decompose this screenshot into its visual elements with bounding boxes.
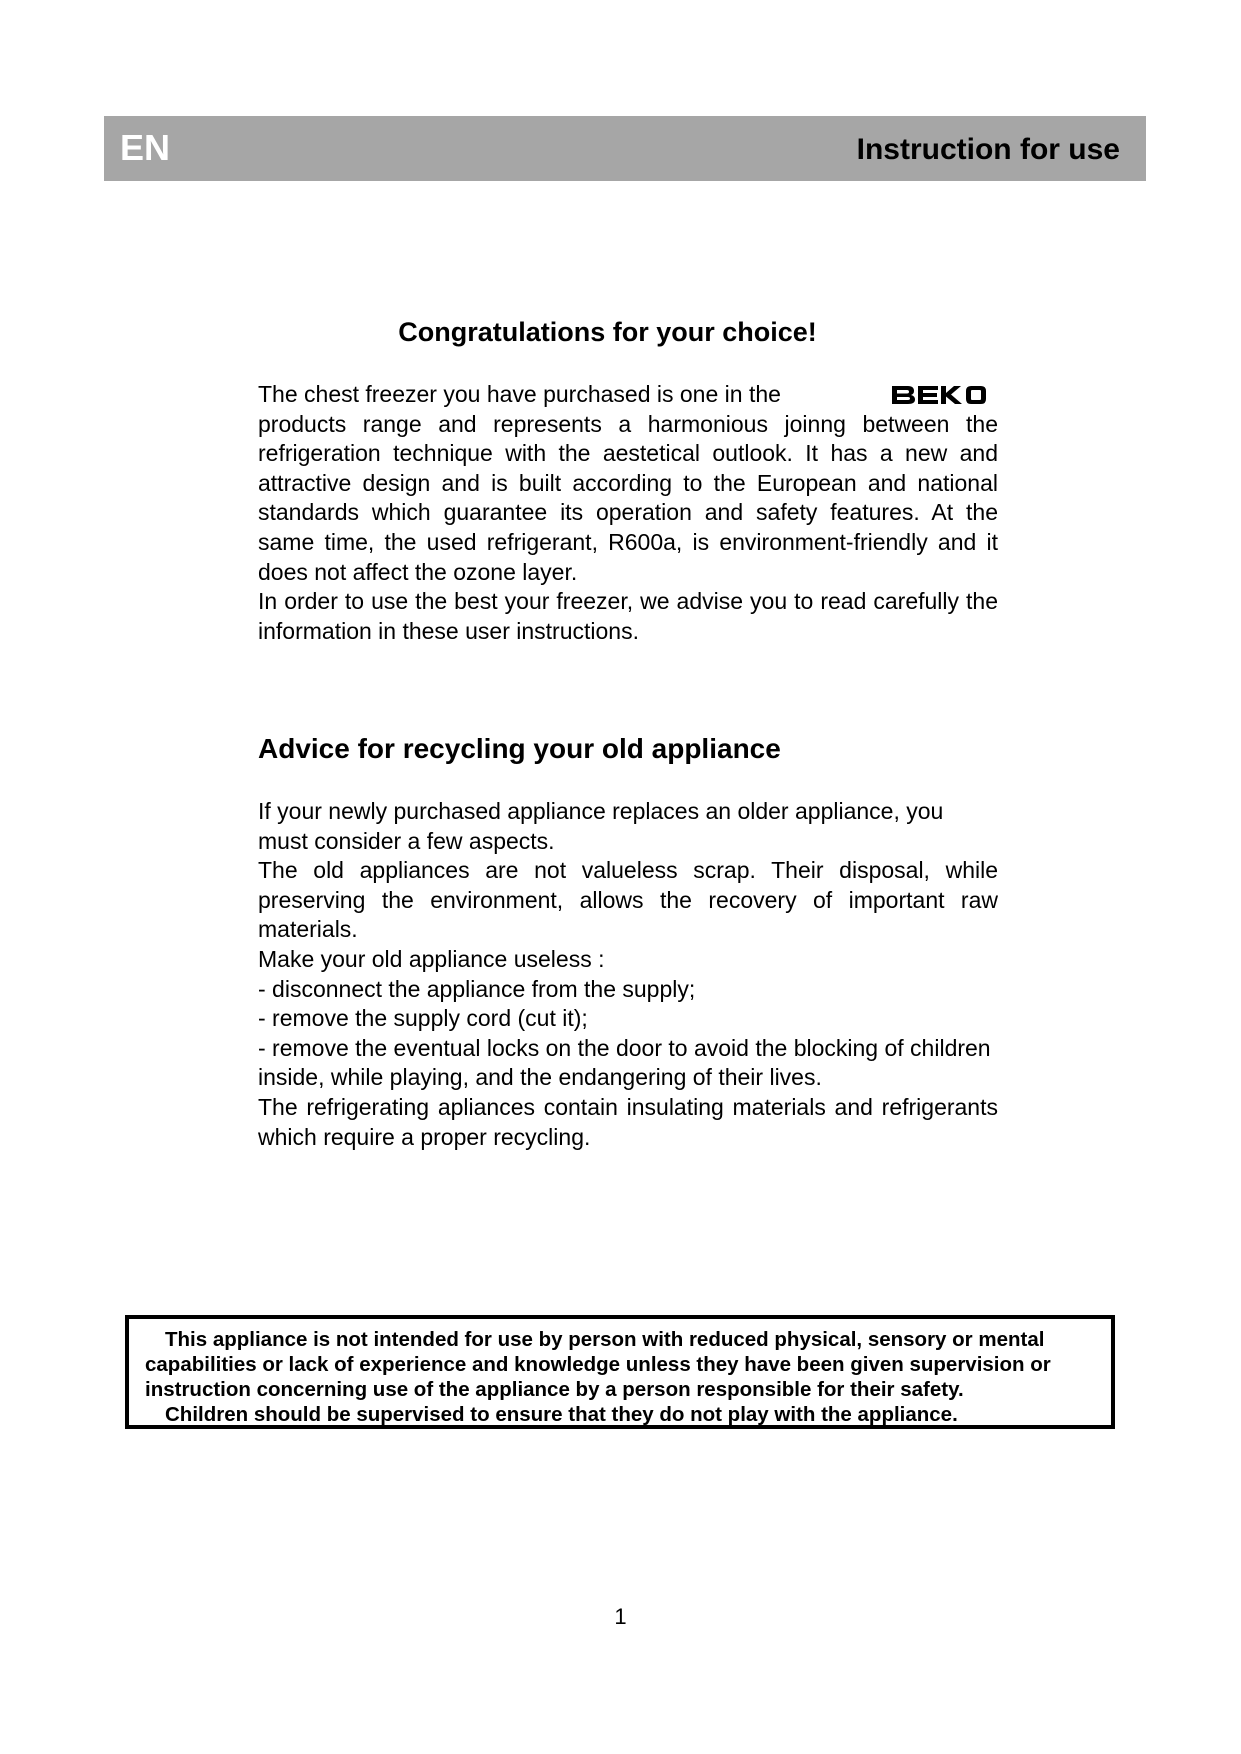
- header-band: [104, 116, 1146, 181]
- safety-warning-box: [125, 1315, 1115, 1429]
- intro-paragraph: products range and represents a harmonious joinng between the refrigeration technique with the aestetical outlook. It has a new and attractive design and is built according to the European and national standards which guarantee its operation and safety features. At the same time, the used refrigerant, R600a, is environment-friendly and it does not affect the ozone layer.: [258, 410, 998, 585]
- recycling-step: - remove the eventual locks on the door to avoid the blocking of children inside, while playing, and the endangering of their lives.: [258, 1034, 991, 1091]
- recycling-heading: Advice for recycling your old appliance: [258, 733, 781, 764]
- child-supervision-text: Children should be supervised to ensure that they do not play with the appliance.: [165, 1403, 958, 1426]
- recycling-paragraph-1: If your newly purchased appliance replaces an older appliance, you must consider a few aspects.: [258, 798, 944, 854]
- page-number: 1: [614, 1604, 627, 1629]
- recycling-paragraph-3: Make your old appliance useless :: [258, 945, 605, 972]
- recycling-step: - disconnect the appliance from the supply;: [258, 975, 696, 1002]
- intro-advice-paragraph: In order to use the best your freezer, we advise you to read carefully the information in these user instructions.: [258, 588, 998, 644]
- intro-first-line: [258, 380, 998, 410]
- recycling-paragraph-4: The refrigerating apliances contain insulating materials and refrigerants which require a proper recycling.: [258, 1093, 998, 1150]
- safety-warning-text: This appliance is not intended for use by person with reduced physical, sensory or mental capabilities or lack of experience and knowledge unless they have been given supervision or instruction concerning use of the appliance by a person responsible for their safety.: [145, 1328, 1051, 1401]
- recycling-text: [258, 797, 998, 1152]
- page-title: Congratulations for your choice!: [398, 317, 817, 347]
- language-code: EN: [120, 127, 171, 168]
- recycling-paragraph-2: The old appliances are not valueless scrap. Their disposal, while preserving the environment, allows the recovery of important raw materials.: [258, 857, 998, 943]
- intro-first-line-text: The chest freezer you have purchased is one in the: [258, 381, 781, 407]
- beko-logo: [890, 384, 988, 406]
- beko-logo-icon: [890, 384, 988, 406]
- header-title: Instruction for use: [856, 133, 1120, 166]
- intro-text: [258, 380, 998, 646]
- recycling-step: - remove the supply cord (cut it);: [258, 1005, 588, 1032]
